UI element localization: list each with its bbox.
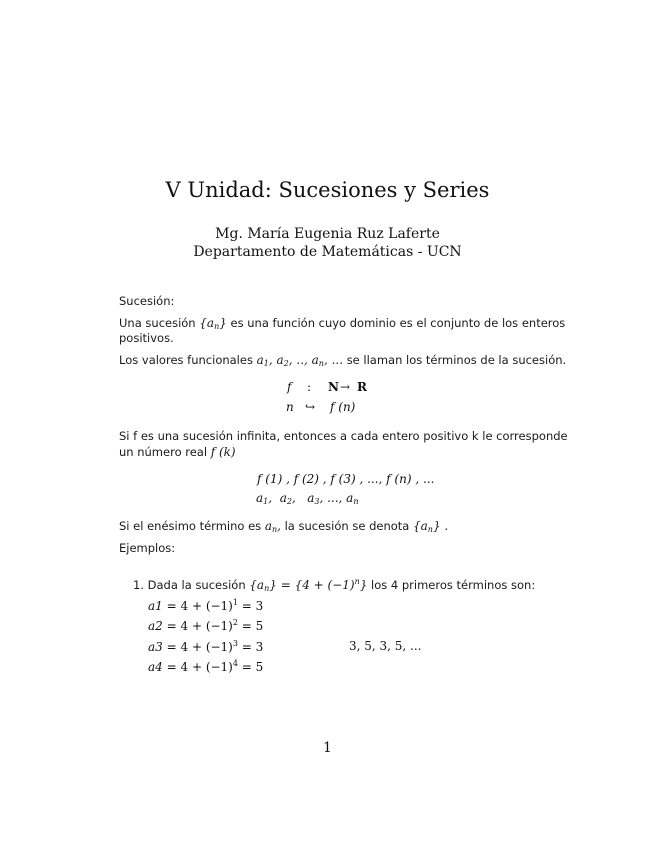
- definition-line-2: positivos.: [119, 331, 174, 345]
- infinite-line-1: Si f es una sucesión infinita, entonces a cada entero positivo k le corresponde: [119, 429, 568, 443]
- mapping-arrow: →: [340, 380, 351, 394]
- mapping-f: f: [287, 380, 292, 394]
- example-summary: 3, 5, 3, 5, ...: [349, 639, 422, 653]
- document-title: V Unidad: Sucesiones y Series: [165, 178, 490, 202]
- example-term-2: $a2 = 4 + (-1)^2 = 5$: [148, 618, 264, 633]
- infinite-line-2: un número real f (k): [119, 445, 236, 459]
- sequence-row-2: $a_1$, $a_2$, $a_3$, ..., $a_n$: [256, 491, 359, 506]
- mapping-codomain: R: [357, 380, 367, 394]
- author-line: Mg. María Eugenia Ruz Laferte: [215, 226, 440, 242]
- nth-term-line: Si el enésimo término es $a_n$, la sucesión se denota $\{a_n\}$ .: [119, 519, 449, 534]
- example-1-intro: 1. Dada la sucesión $\{a_n\} = \{4 + (-1)^n\}$ los 4 primeros términos son:: [133, 577, 536, 593]
- example-term-3: $a3 = 4 + (-1)^3 = 3$: [148, 639, 264, 654]
- example-term-4: $a4 = 4 + (-1)^4 = 5$: [148, 659, 264, 674]
- sequence-row-1: f (1) , f (2) , f (3) , ..., f (n) , ...: [257, 472, 435, 486]
- mapping-maps-to: ↪: [305, 400, 316, 414]
- examples-heading: Ejemplos:: [119, 541, 176, 555]
- mapping-n: n: [286, 400, 294, 414]
- definition-line-1: Una sucesión $\{a_n\}$ es una función cuyo dominio es el conjunto de los enteros: [119, 316, 566, 331]
- example-term-1: $a1 = 4 + (-1)^1 = 3$: [148, 598, 264, 613]
- department-line: Departamento de Matemáticas - UCN: [193, 244, 462, 260]
- page-number: 1: [323, 740, 332, 756]
- mapping-fn: f (n): [330, 400, 356, 414]
- mapping-domain: N: [328, 380, 339, 394]
- values-line: Los valores funcionales $a_1$, $a_2$, .., $a_n$, ... se llaman los términos de la sucesión.: [119, 353, 567, 368]
- section-heading: Sucesión:: [119, 294, 175, 308]
- mapping-colon: :: [307, 380, 312, 394]
